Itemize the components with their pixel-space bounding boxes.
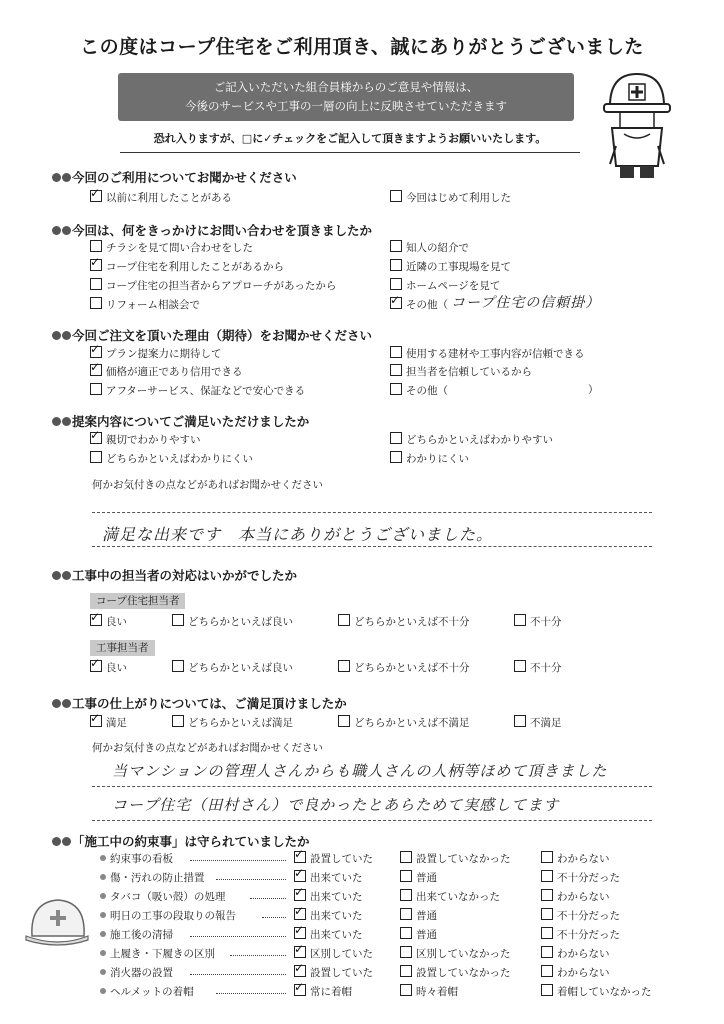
q7-row-5-item: 施工後の清掃 [100, 927, 173, 942]
q6-option-4[interactable]: 不満足 [514, 715, 562, 730]
q4-option-3[interactable]: どちらかといえばわかりやすい [390, 432, 553, 447]
q2-option-2[interactable]: ✓コープ住宅を利用したことがあるから [90, 259, 284, 274]
q2-option-1[interactable]: チラシを見て問い合わせをした [90, 240, 253, 255]
q5-g2-option-2[interactable]: どちらかといえば良い [172, 660, 293, 675]
q5-group2-label: 工事担当者 [90, 640, 155, 656]
q7-row-1-opt-3[interactable]: わからない [541, 851, 610, 866]
checkbox[interactable] [90, 346, 102, 358]
checkbox[interactable] [90, 190, 102, 202]
q5-g1-option-2[interactable]: どちらかといえば良い [172, 614, 293, 629]
comment-line [92, 546, 652, 547]
q6-option-1[interactable]: ✓満足 [90, 715, 127, 730]
q3-option-1[interactable]: ✓プラン提案力に期待して [90, 346, 222, 361]
q5-g2-option-4[interactable]: 不十分 [514, 660, 562, 675]
q3-option-2[interactable]: ✓価格が適正であり信用できる [90, 364, 243, 379]
q5-g2-option-3[interactable]: どちらかといえば不十分 [338, 660, 470, 675]
q3-title: 今回ご注文を頂いた理由（期待）をお聞かせください [52, 326, 372, 344]
q6-title: 工事の仕上がりについては、ご満足頂けましたか [52, 694, 347, 712]
checkbox[interactable] [90, 240, 102, 252]
info-banner [118, 73, 574, 121]
q7-row-7-item: 消火器の設置 [100, 965, 173, 980]
banner-line-1: ご記入いただいた組合員様からのご意見や情報は、 [213, 80, 479, 94]
checkbox[interactable] [390, 346, 402, 358]
q7-row-4-opt-3[interactable]: 不十分だった [541, 908, 620, 923]
q7-row-4-opt-1[interactable]: ✓ 出来ていた [294, 908, 363, 923]
q7-row-2-opt-2[interactable]: 普通 [400, 870, 437, 885]
checkbox[interactable] [400, 851, 412, 863]
checkbox[interactable] [400, 908, 412, 920]
q7-title: 「施工中の約束事」は守られていましたか [52, 832, 310, 850]
section-bullet-icon [62, 571, 71, 580]
checkbox[interactable] [294, 908, 306, 920]
section-bullet-icon [62, 837, 71, 846]
checkbox[interactable] [390, 259, 402, 271]
q6-option-2[interactable]: どちらかといえば満足 [172, 715, 293, 730]
leader-dots [262, 917, 286, 918]
checkbox[interactable] [390, 297, 402, 309]
checkbox[interactable] [294, 851, 306, 863]
section-bullet-icon [52, 331, 61, 340]
q5-g1-option-4[interactable]: 不十分 [514, 614, 562, 629]
q7-row-1-opt-1[interactable]: ✓ 設置していた [294, 851, 373, 866]
checkbox[interactable] [390, 278, 402, 290]
helmet-icon [24, 892, 90, 946]
q7-row-5-opt-2[interactable]: 普通 [400, 927, 437, 942]
leader-dots [190, 974, 286, 975]
section-bullet-icon [62, 699, 71, 708]
checkbox[interactable] [172, 715, 184, 727]
leader-dots [216, 879, 286, 880]
q7-row-8-opt-1[interactable]: ✓ 常に着帽 [294, 984, 352, 999]
checkbox[interactable] [294, 946, 306, 958]
banner-line-2: 今後のサービスや工事の一層の向上に反映させていただきます [185, 99, 507, 113]
section-bullet-icon [52, 173, 61, 182]
checkbox[interactable] [294, 965, 306, 977]
checkbox[interactable] [400, 870, 412, 882]
checkbox[interactable] [390, 451, 402, 463]
checkbox[interactable] [90, 383, 102, 395]
q5-group1-label: コープ住宅担当者 [90, 593, 185, 609]
comment-line [92, 820, 652, 821]
checkbox[interactable] [294, 984, 306, 996]
q3-option-3[interactable]: アフターサービス、保証などで安心できる [90, 383, 305, 398]
section-bullet-icon [62, 226, 71, 235]
q7-row-8-opt-3[interactable]: 着帽していなかった [541, 984, 652, 999]
checkbox[interactable] [90, 297, 102, 309]
q3-option-5[interactable]: 担当者を信頼しているから [390, 364, 532, 379]
checkbox[interactable] [541, 870, 553, 882]
checkbox[interactable] [294, 889, 306, 901]
section-bullet-icon [52, 226, 61, 235]
checkbox[interactable] [294, 870, 306, 882]
q7-row-3-opt-3[interactable]: わからない [541, 889, 610, 904]
checkbox[interactable] [541, 927, 553, 939]
checkbox[interactable] [400, 889, 412, 901]
q7-row-3-item: タバコ（吸い殻）の処理 [100, 889, 225, 904]
comment-line [92, 512, 652, 513]
q4-option-1[interactable]: ✓親切でわかりやすい [90, 432, 201, 447]
checkbox[interactable] [338, 715, 350, 727]
q2-option-5[interactable]: 知人の紹介で [390, 240, 469, 255]
section-bullet-icon [62, 173, 71, 182]
checkbox[interactable] [90, 715, 102, 727]
leader-dots [190, 936, 286, 937]
checkbox[interactable] [390, 190, 402, 202]
q7-row-2-item: 傷・汚れの防止措置 [100, 870, 205, 885]
leader-dots [230, 955, 286, 956]
checkbox[interactable] [541, 908, 553, 920]
checkbox[interactable] [172, 660, 184, 672]
q4-option-2[interactable]: どちらかといえばわかりにくい [90, 451, 253, 466]
q2-title: 今回は、何をきっかけにお問い合わせを頂きましたか [52, 221, 372, 239]
checkbox[interactable] [400, 927, 412, 939]
worker-bowing-icon [598, 68, 676, 184]
checkbox[interactable] [514, 614, 526, 626]
instruction-text: 恐れ入りますが、□に✓チェックをご記入して頂きますようお願いいたします。 [120, 130, 580, 153]
q3-option-4[interactable]: 使用する建材や工事内容が信頼できる [390, 346, 585, 361]
q5-title: 工事中の担当者の対応はいかがでしたか [52, 566, 297, 584]
checkbox[interactable] [514, 660, 526, 672]
q7-row-5-opt-1[interactable]: ✓ 出来ていた [294, 927, 363, 942]
q7-row-1-opt-2[interactable]: 設置していなかった [400, 851, 511, 866]
checkbox[interactable] [338, 660, 350, 672]
q7-row-1-item: 約束事の看板 [100, 851, 173, 866]
q4-comment-prompt: 何かお気付きの点などがあればお聞かせください [92, 479, 323, 491]
q5-g1-option-3[interactable]: どちらかといえば不十分 [338, 614, 470, 629]
checkbox[interactable] [541, 946, 553, 958]
checkbox[interactable] [90, 259, 102, 271]
checkbox[interactable] [90, 451, 102, 463]
leader-dots [190, 860, 286, 861]
q7-row-3-opt-1[interactable]: ✓ 出来ていた [294, 889, 363, 904]
comment-line [92, 786, 652, 787]
q5-g1-option-1[interactable]: ✓良い [90, 614, 127, 629]
q7-row-8-opt-2[interactable]: 時々着帽 [400, 984, 458, 999]
section-bullet-icon [62, 417, 71, 426]
checkbox[interactable] [90, 660, 102, 672]
checkbox[interactable] [90, 364, 102, 376]
q6-comment-line-1[interactable]: 当マンションの管理人さんからも職人さんの人柄等ほめて頂きました [112, 762, 608, 780]
q7-row-6-opt-2[interactable]: 区別していなかった [400, 946, 511, 961]
checkbox[interactable] [541, 965, 553, 977]
section-bullet-icon [52, 837, 61, 846]
q7-row-2-opt-3[interactable]: 不十分だった [541, 870, 620, 885]
q4-title: 提案内容についてご満足いただけましたか [52, 412, 309, 430]
q7-row-6-opt-1[interactable]: ✓ 区別していた [294, 946, 373, 961]
q2-option-6[interactable]: 近隣の工事現場を見て [390, 259, 511, 274]
q7-row-8-item: ヘルメットの着帽 [100, 984, 194, 999]
checkbox[interactable] [541, 851, 553, 863]
q4-comment-handwritten[interactable]: 満足な出来です 本当にありがとうございました。 [102, 525, 494, 544]
q7-row-7-opt-2[interactable]: 設置していなかった [400, 965, 511, 980]
checkbox[interactable] [390, 432, 402, 444]
q7-row-7-opt-1[interactable]: ✓ 設置していた [294, 965, 373, 980]
section-bullet-icon [52, 571, 61, 580]
checkbox[interactable] [90, 278, 102, 290]
checkbox[interactable] [514, 715, 526, 727]
checkbox[interactable] [390, 383, 402, 395]
q1-option-1[interactable]: ✓以前に利用したことがある [90, 190, 232, 205]
q2-option-3[interactable]: コープ住宅の担当者からアプローチがあったから [90, 278, 336, 293]
checkbox[interactable] [390, 364, 402, 376]
checkbox[interactable] [400, 965, 412, 977]
checkbox[interactable] [338, 614, 350, 626]
q7-row-6-item: 上履き・下履きの区別 [100, 946, 215, 961]
q1-title: 今回のご利用についてお聞かせください [52, 168, 297, 186]
q3-option-6[interactable]: その他（ [390, 383, 448, 398]
leader-dots [216, 993, 286, 994]
q2-option-7[interactable]: ホームページを見て [390, 278, 500, 293]
q7-row-6-opt-3[interactable]: わからない [541, 946, 610, 961]
checkbox[interactable] [400, 946, 412, 958]
q6-comment-prompt: 何かお気付きの点などがあればお聞かせください [92, 742, 323, 754]
q7-row-4-opt-2[interactable]: 普通 [400, 908, 437, 923]
section-bullet-icon [52, 699, 61, 708]
q7-row-5-opt-3[interactable]: 不十分だった [541, 927, 620, 942]
checkbox[interactable] [541, 984, 553, 996]
q7-row-2-opt-1[interactable]: ✓ 出来ていた [294, 870, 363, 885]
checkbox[interactable] [90, 432, 102, 444]
checkbox[interactable] [294, 927, 306, 939]
q6-option-3[interactable]: どちらかといえば不満足 [338, 715, 470, 730]
checkbox[interactable] [172, 614, 184, 626]
q4-option-4[interactable]: わかりにくい [390, 451, 469, 466]
q1-option-2[interactable]: 今回はじめて利用した [390, 190, 511, 205]
q6-comment-line-2[interactable]: コープ住宅（田村さん）で良かったとあらためて実感してます [112, 796, 560, 814]
section-bullet-icon [52, 417, 61, 426]
q7-row-7-opt-3[interactable]: わからない [541, 965, 610, 980]
q2-option-4[interactable]: リフォーム相談会で [90, 297, 200, 312]
section-bullet-icon [62, 331, 71, 340]
q2-option-8[interactable]: ✓その他（ [390, 297, 448, 312]
checkbox[interactable] [400, 984, 412, 996]
checkbox[interactable] [390, 240, 402, 252]
checkbox[interactable] [541, 889, 553, 901]
q5-g2-option-1[interactable]: ✓良い [90, 660, 127, 675]
leader-dots [250, 898, 286, 899]
q7-row-3-opt-2[interactable]: 出来ていなかった [400, 889, 500, 904]
q7-row-4-item: 明日の工事の段取りの報告 [100, 908, 236, 923]
page-title: この度はコープ住宅をご利用頂き、誠にありがとうございました [80, 36, 644, 58]
q3-other-close: ） [588, 384, 599, 396]
checkbox[interactable] [90, 614, 102, 626]
q2-other-handwritten: コープ住宅の信頼掛） [451, 295, 601, 311]
